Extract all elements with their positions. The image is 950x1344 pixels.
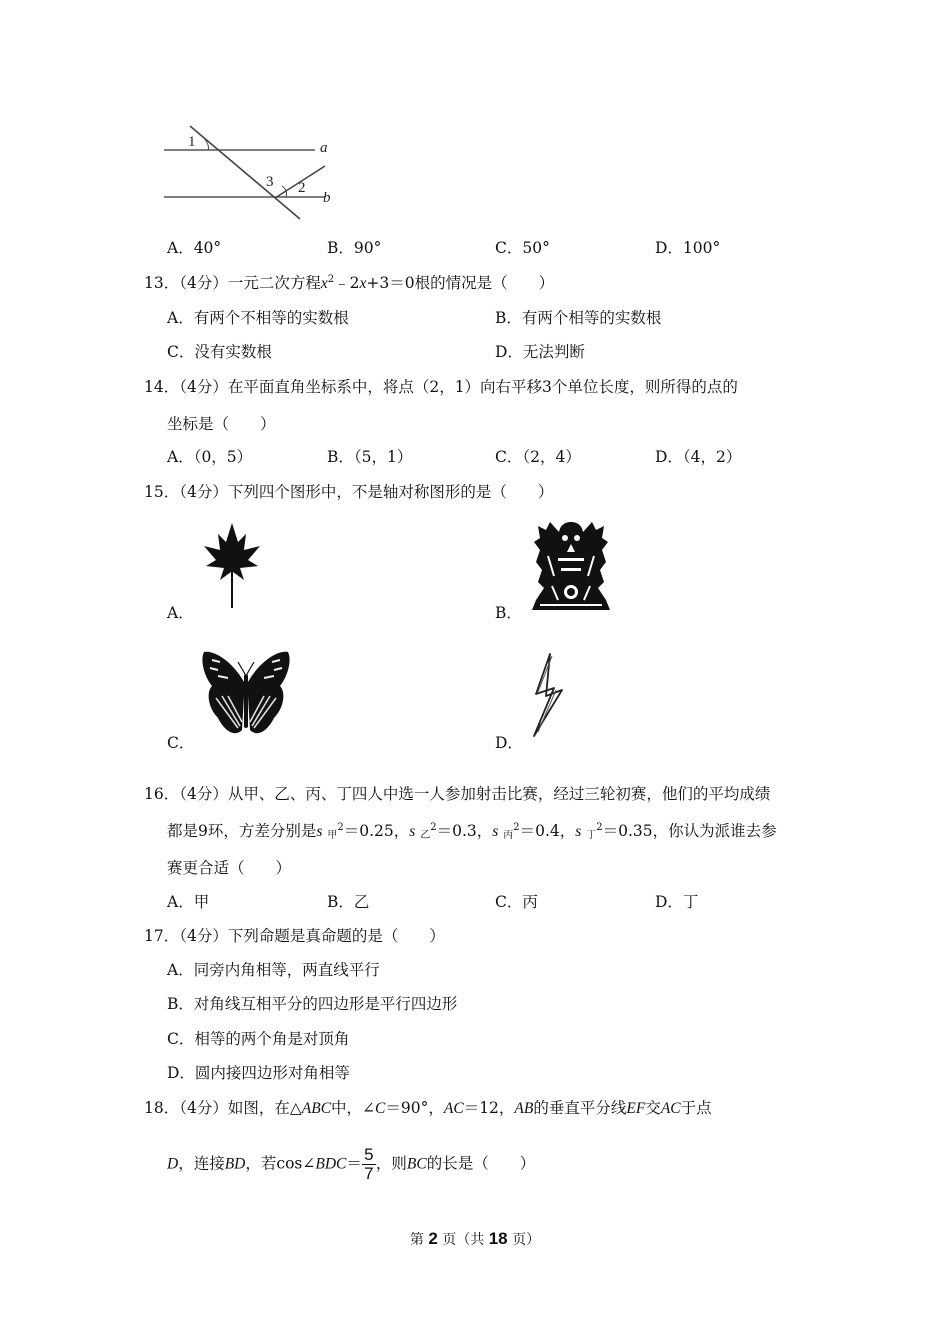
- q16-option-d[interactable]: D．丁: [655, 893, 699, 911]
- angle-2-label: 2: [298, 180, 306, 196]
- q17-option-d[interactable]: D．圆内接四边形对角相等: [167, 1064, 350, 1082]
- lightning-icon: [528, 650, 572, 740]
- q16-stem-line2: 都是9环，方差分别是s 甲$^2$＝0.25，s 乙$^2$＝0.3，s 丙$^2$＝0.4，s 丁$^2$＝0.35，你认为派谁去参: [167, 821, 777, 841]
- q12-option-c[interactable]: C．50°: [495, 239, 550, 257]
- q13-option-a[interactable]: A．有两个不相等的实数根: [167, 309, 349, 327]
- angle-3-label: 3: [266, 174, 274, 190]
- q17-option-c[interactable]: C．相等的两个角是对顶角: [167, 1030, 350, 1048]
- q14-option-c[interactable]: C．（2，4）: [495, 448, 581, 466]
- q15-option-a[interactable]: A．: [167, 604, 194, 622]
- page-footer: 第 2 页（共 18 页）: [409, 1229, 541, 1248]
- q12-option-b[interactable]: B．90°: [327, 239, 382, 257]
- q17-option-b[interactable]: B．对角线互相平分的四边形是平行四边形: [167, 995, 458, 1013]
- q16-option-c[interactable]: C．丙: [495, 893, 538, 911]
- angle-1-label: 1: [188, 134, 196, 150]
- q13-option-b[interactable]: B．有两个相等的实数根: [495, 309, 662, 327]
- current-page-number: 2: [428, 1229, 438, 1248]
- q16-option-a[interactable]: A．甲: [167, 893, 210, 911]
- maple-leaf-icon: [200, 520, 264, 612]
- q15-stem: 15．（4分）下列四个图形中，不是轴对称图形的是（ ）: [144, 483, 554, 501]
- butterfly-icon: [198, 646, 294, 742]
- q12-option-d[interactable]: D．100°: [655, 239, 721, 257]
- q14-option-a[interactable]: A．（0，5）: [167, 448, 253, 466]
- q15-option-d[interactable]: D．: [495, 734, 523, 752]
- line-a-label: a: [320, 140, 328, 156]
- q18-stem-line2: D，连接BD，若$\cos\angle BDC=\frac{5}{7}$，则BC的长是（ ）: [167, 1145, 536, 1183]
- line-b-label: b: [323, 190, 331, 206]
- totem-eagle-icon: [528, 516, 614, 614]
- parallel-lines-figure: [160, 120, 340, 225]
- total-pages-number: 18: [488, 1229, 508, 1248]
- q13-option-c[interactable]: C．没有实数根: [167, 343, 272, 361]
- q15-option-b[interactable]: B．: [495, 604, 522, 622]
- q12-option-a[interactable]: A．40°: [167, 239, 222, 257]
- q14-stem-line2: 坐标是（ ）: [167, 415, 276, 433]
- q16-stem-line1: 16．（4分）从甲、乙、丙、丁四人中选一人参加射击比赛，经过三轮初赛，他们的平均成绩: [144, 785, 771, 803]
- q17-option-a[interactable]: A．同旁内角相等，两直线平行: [167, 961, 380, 979]
- fraction-5-7: $\frac{5}{7}$: [362, 1146, 376, 1183]
- q14-option-b[interactable]: B．（5，1）: [327, 448, 413, 466]
- q16-option-b[interactable]: B．乙: [327, 893, 370, 911]
- q13-option-d[interactable]: D．无法判断: [495, 343, 585, 361]
- q14-stem-line1: 14．（4分）在平面直角坐标系中，将点（2，1）向右平移3个单位长度，则所得的点的: [144, 378, 738, 396]
- q17-stem: 17．（4分）下列命题是真命题的是（ ）: [144, 927, 445, 945]
- q18-stem-line1: 18．（4分）如图，在△ABC中，∠C＝90°，AC＝12，AB的垂直平分线EF交AC于点: [144, 1099, 712, 1117]
- q13-stem: 13．（4分）一元二次方程$x^2﹣2x+3=0$根的情况是（ ）: [144, 273, 555, 292]
- q16-stem-line3: 赛更合适（ ）: [167, 859, 292, 877]
- q14-option-d[interactable]: D．（4，2）: [655, 448, 742, 466]
- q15-option-c[interactable]: C．: [167, 734, 195, 752]
